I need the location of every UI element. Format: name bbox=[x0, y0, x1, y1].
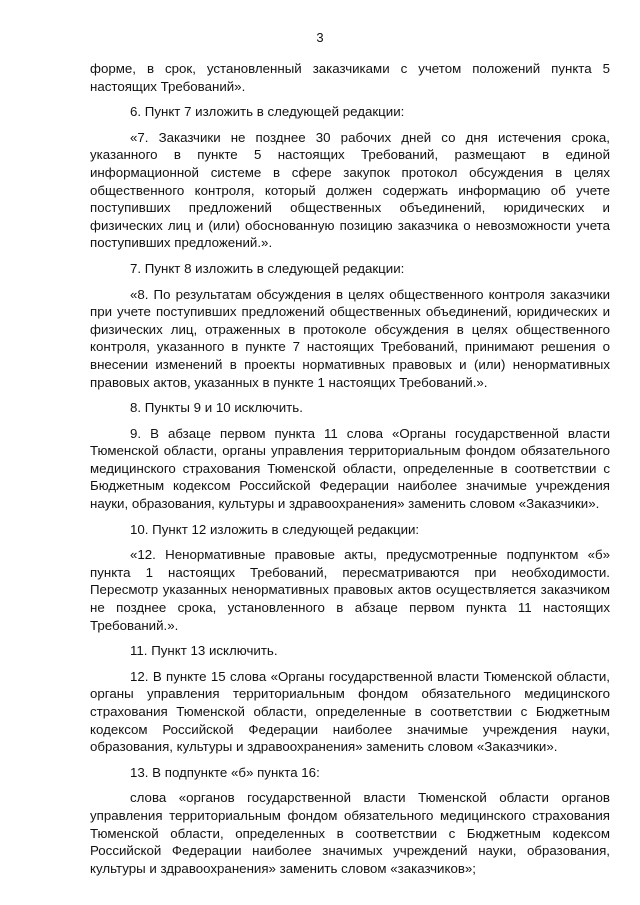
paragraph-item-11: 11. Пункт 13 исключить. bbox=[130, 643, 278, 659]
paragraph-item-13: 13. В подпункте «б» пункта 16: bbox=[130, 764, 320, 780]
paragraph-item-6: 6. Пункт 7 изложить в следующей редакции: bbox=[130, 104, 405, 120]
paragraph-quote-7: «7. Заказчики не позднее 30 рабочих дней со дня истечения срока, указанного в пункте 5 настоящих Требований, размещают в единой информационной системе в сфере закупок протокол обсуждения в целях общественного контроля, который должен содержать информацию об учете поступивших предложений общественных объединений, юридических и физических лиц и (или) обоснованную позицию заказчика о невозможности учета поступивших предложений.». bbox=[90, 129, 610, 251]
paragraph-quote-8: «8. По результатам обсуждения в целях общественного контроля заказчики при учете поступивших предложений общественных объединений, юридических и физических лиц, отраженных в протоколе обсуждения в целях общественного контроля, указанного в пункте 7 настоящих Требований, принимают решения о внесении изменений в проекты нормативных правовых и (или) ненормативных правовых актов, указанных в пункте 1 настоящих Требований.». bbox=[90, 286, 610, 390]
paragraph-item-12: 12. В пункте 15 слова «Органы государственной власти Тюменской области, органы управления территориальным фондом обязательного медицинского страхования Тюменской области, определенные в соответствии с Бюджетным кодексом Российской Федерации наиболее значимые учреждения науки, образования, культуры и здравоохранения» заменить словом «Заказчики». bbox=[90, 668, 610, 755]
paragraph-subitem-words: слова «органов государственной власти Тюменской области органов управления территориальным фондом обязательного медицинского страхования Тюменской области, определенных в соответствии с Бюджетным кодексом Российской Федерации наиболее значимых учреждений науки, образования, культуры и здравоохранения» заменить словом «заказчиков»; bbox=[90, 790, 610, 876]
paragraph-item-7: 7. Пункт 8 изложить в следующей редакции: bbox=[130, 260, 405, 276]
paragraph-quote-12: «12. Ненормативные правовые акты, предусмотренные подпунктом «б» пункта 1 настоящих Требований, пересматриваются при необходимости. Пересмотр указанных ненормативных правовых актов осуществляется заказчиком не позднее срока, установленного в абзаце первом пункта 11 настоящих Требований.». bbox=[90, 547, 610, 633]
page-number: 3 bbox=[316, 30, 324, 45]
paragraph-item-9: 9. В абзаце первом пункта 11 слова «Органы государственной власти Тюменской области, органы управления территориальным фондом обязательного медицинского страхования Тюменской области, определенные в соответствии с Бюджетным кодексом Российской Федерации наиболее значимые учреждения науки, образования, культуры и здравоохранения» заменить словом «Заказчики». bbox=[90, 425, 610, 512]
paragraph-item-10: 10. Пункт 12 изложить в следующей редакции: bbox=[130, 521, 420, 537]
paragraph-continuation: форме, в срок, установленный заказчиками с учетом положений пункта 5 настоящих Требований». bbox=[90, 61, 610, 94]
paragraph-item-8: 8. Пункты 9 и 10 исключить. bbox=[130, 400, 303, 416]
document-body bbox=[90, 60, 610, 885]
